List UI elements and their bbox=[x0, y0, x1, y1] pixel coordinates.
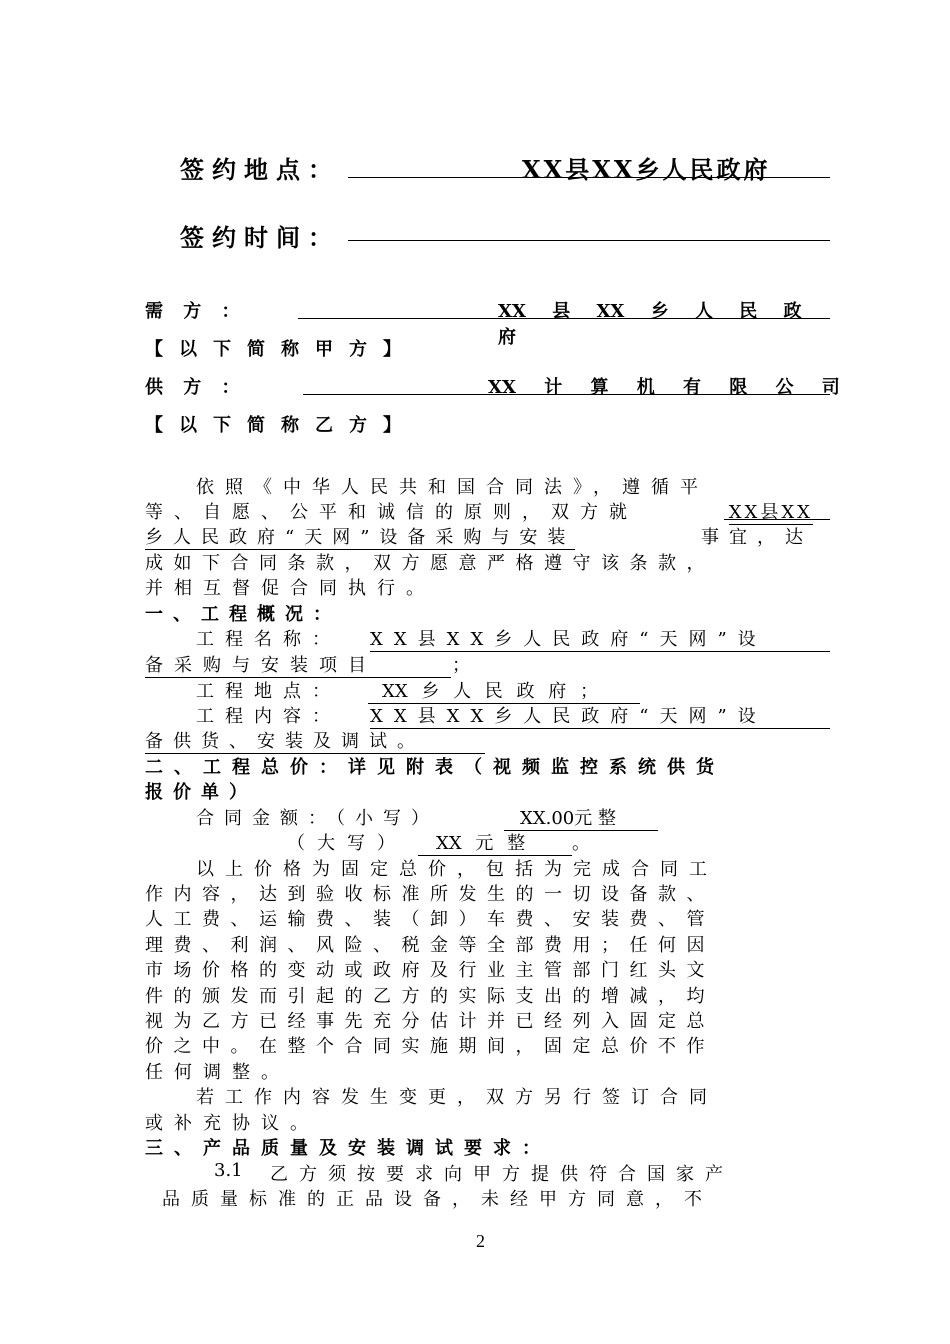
intro-line-2-underline-ext bbox=[724, 519, 830, 520]
project-place-value: XX 乡 人 民 政 府 ； bbox=[368, 677, 640, 704]
price-para-line-5: 市场价格的变动或政府及行业主管部门红头文 bbox=[145, 960, 715, 981]
intro-line-5: 并相互督促合同执行。 bbox=[145, 578, 435, 599]
price-para-line-4: 理费、利润、风险、税金等全部费用；任何因 bbox=[145, 935, 715, 956]
buyer-label: 需 方 ： bbox=[145, 301, 240, 322]
supplier-label: 供 方 ： bbox=[145, 377, 240, 398]
clause-3-1-number: 3.1 bbox=[214, 1160, 243, 1181]
clause-3-1-line-1: 乙方须按要求向甲方提供符合国家产 bbox=[270, 1164, 734, 1185]
section3-heading: 三、产品质量及安装调试要求： bbox=[145, 1138, 551, 1159]
section2-heading-2: 报价单） bbox=[145, 782, 257, 803]
contract-amount-big-label: （大写） bbox=[287, 833, 407, 854]
price-para-line-6: 件的颁发而引起的乙方的实际支出的增减，均 bbox=[145, 986, 715, 1007]
project-name-end: ； bbox=[452, 655, 470, 676]
contract-amount-big-end: 。 bbox=[572, 833, 590, 854]
contract-amount-small: XX.00元 整 bbox=[504, 804, 658, 831]
price-para-line-9: 任何调整。 bbox=[145, 1062, 290, 1083]
supplier-value: XX 计 算 机 有 限 公 司 bbox=[488, 377, 840, 398]
price-para-line-1: 以上价格为固定总价，包括为完成合同工 bbox=[196, 859, 718, 880]
project-name-value-1: XX县XX乡人民政府“天网”设 bbox=[370, 625, 830, 652]
project-name-label: 工程名称： bbox=[196, 629, 341, 650]
section2-heading-1: 二、工程总价：详见附表（视频监控系统供货 bbox=[145, 757, 725, 778]
price-para-line-3: 人工费、运输费、装（卸）车费、安装费、管 bbox=[145, 909, 715, 930]
intro-line-3: 乡人民政府“天网”设备采购与安装 事宜，达 bbox=[145, 523, 813, 550]
intro-line-2: 等、自愿、公平和诚信的原则，双方就 XX县XX bbox=[145, 498, 813, 525]
section1-heading: 一、工程概况： bbox=[145, 604, 341, 625]
price-para-line-7: 视为乙方已经事先充分估计并已经列入固定总 bbox=[145, 1011, 715, 1032]
project-place-label: 工程地点： bbox=[196, 681, 341, 702]
page-number: 2 bbox=[476, 1231, 485, 1251]
sign-place-value: XX县XX乡人民政府 bbox=[522, 155, 771, 184]
buyer-value: XX 县 XX 乡 人 民 政 府 bbox=[498, 301, 802, 348]
change-para-line-2: 或补充协议。 bbox=[145, 1113, 319, 1134]
project-name-value-2: 备采购与安装项目 bbox=[145, 651, 451, 678]
intro-line-1: 依照《中华人民共和国合同法》，遵循平 bbox=[196, 477, 709, 498]
buyer-alias: 【以下简称甲方】 bbox=[145, 339, 417, 360]
clause-3-1-line-2: 品质量标准的正品设备，未经甲方同意，不 bbox=[162, 1189, 713, 1210]
project-content-value-2: 备供货、安装及调试。 bbox=[145, 727, 485, 754]
intro-line-4: 成如下合同条款，双方愿意严格遵守该条款， bbox=[145, 553, 715, 574]
sign-time-label: 签约时间： bbox=[180, 223, 340, 252]
contract-amount-big: XX 元 整 bbox=[418, 829, 572, 856]
sign-time-blank bbox=[348, 240, 830, 241]
project-content-value-1: XX县XX乡人民政府“天网”设 bbox=[370, 702, 830, 729]
price-para-line-2: 作内容，达到验收标准所发生的一切设备款、 bbox=[145, 884, 715, 905]
price-para-line-8: 价之中。在整个合同实施期间，固定总价不作 bbox=[145, 1036, 715, 1057]
sign-place-label: 签约地点： bbox=[180, 155, 340, 184]
contract-amount-label: 合同金额：（小写） bbox=[196, 808, 439, 829]
supplier-alias: 【以下简称乙方】 bbox=[145, 415, 417, 436]
change-para-line-1: 若工作内容发生变更，双方另行签订合同 bbox=[196, 1087, 718, 1108]
project-content-label: 工程内容： bbox=[196, 706, 341, 727]
